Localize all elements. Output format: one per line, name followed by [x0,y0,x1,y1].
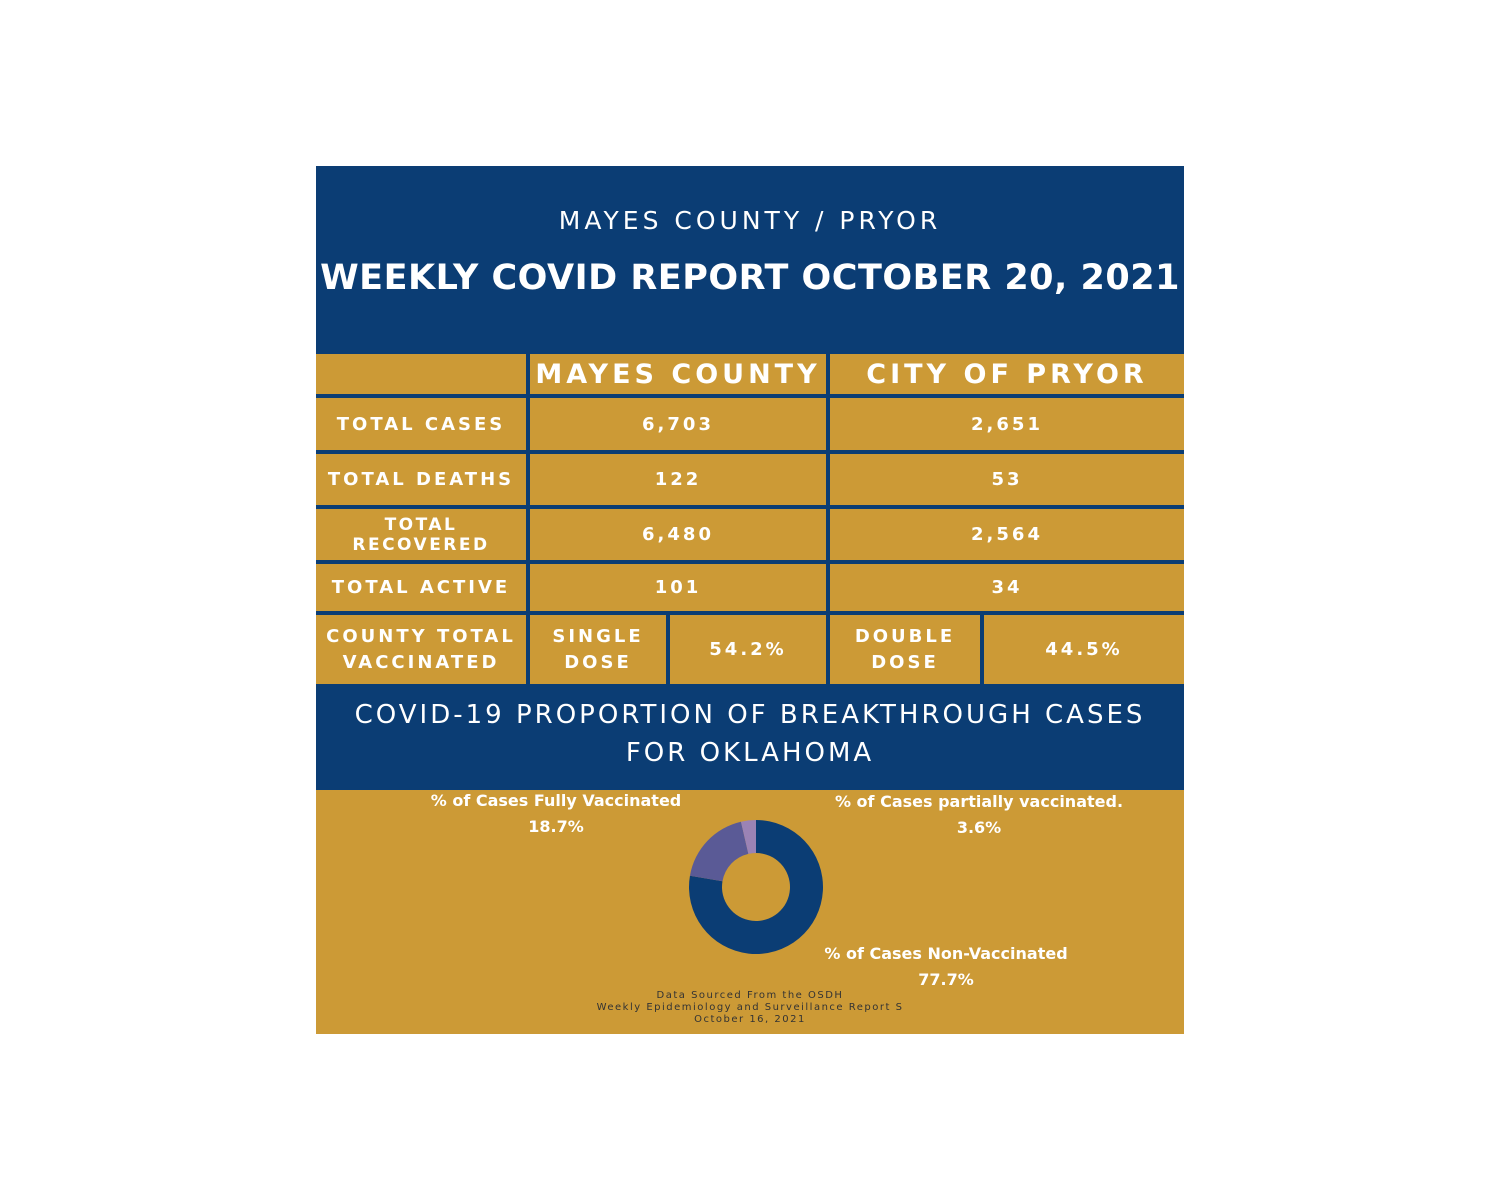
legend-partially-vaccinated-value: 3.6% [956,818,1002,837]
row-label-total-cases: TOTAL CASES [336,413,506,435]
legend-non-vaccinated [806,941,1086,993]
vaccinated-label-line2: VACCINATED [342,651,500,673]
legend-partially-vaccinated-label: % of Cases partially vaccinated. [834,792,1124,811]
source-line1: Data Sourced From the OSDH [656,990,844,1001]
single-dose-value: 54.2% [709,639,787,660]
report-title: WEEKLY COVID REPORT OCTOBER 20, 2021 [320,258,1180,298]
source-line3: October 16, 2021 [694,1014,806,1025]
county-total-active: 101 [654,577,702,598]
vaccinated-label-line1: COUNTY TOTAL [326,625,516,647]
report-subtitle: MAYES COUNTY / PRYOR [558,206,942,235]
single-dose-label [530,615,666,684]
legend-fully-vaccinated-label: % of Cases Fully Vaccinated [430,791,682,810]
county-total-deaths: 122 [654,469,702,490]
city-total-recovered: 2,564 [971,524,1043,545]
double-dose-label-line1: DOUBLE [854,625,956,647]
row-label-county-total-vaccinated [316,615,526,684]
donut-slice-fully-vaccinated [690,822,748,882]
single-dose-label-line1: SINGLE [552,625,644,647]
source-line2: Weekly Epidemiology and Surveillance Report S [596,1002,904,1013]
double-dose-label [830,615,980,684]
single-dose-label-line2: DOSE [564,651,632,673]
row-label-total-deaths: TOTAL DEATHS [327,469,515,490]
data-source-note [316,990,1184,1026]
row-label-total-recovered: TOTAL RECOVERED [352,514,490,555]
breakthrough-donut-chart [686,817,826,957]
row-label-total-active: TOTAL ACTIVE [331,577,511,598]
county-total-cases: 6,703 [642,413,714,435]
column-header-county: MAYES COUNTY [535,358,821,390]
legend-non-vaccinated-label: % of Cases Non-Vaccinated [824,944,1068,963]
breakthrough-title-line2: FOR OKLAHOMA [625,738,875,768]
breakthrough-title [316,696,1184,772]
column-header-city: CITY OF PRYOR [866,358,1148,390]
legend-fully-vaccinated [412,788,700,840]
county-total-recovered: 6,480 [642,524,714,545]
legend-fully-vaccinated-value: 18.7% [528,817,584,836]
legend-non-vaccinated-value: 77.7% [918,970,974,989]
breakthrough-section-header [316,684,1184,790]
double-dose-value: 44.5% [1045,639,1123,660]
covid-report-card [316,166,1184,1034]
legend-partially-vaccinated [814,789,1144,841]
city-total-active: 34 [991,577,1023,598]
report-header [316,166,1184,354]
breakthrough-title-line1: COVID-19 PROPORTION OF BREAKTHROUGH CASES [354,700,1146,730]
double-dose-label-line2: DOSE [871,651,939,673]
city-total-cases: 2,651 [971,413,1043,435]
city-total-deaths: 53 [991,469,1023,490]
